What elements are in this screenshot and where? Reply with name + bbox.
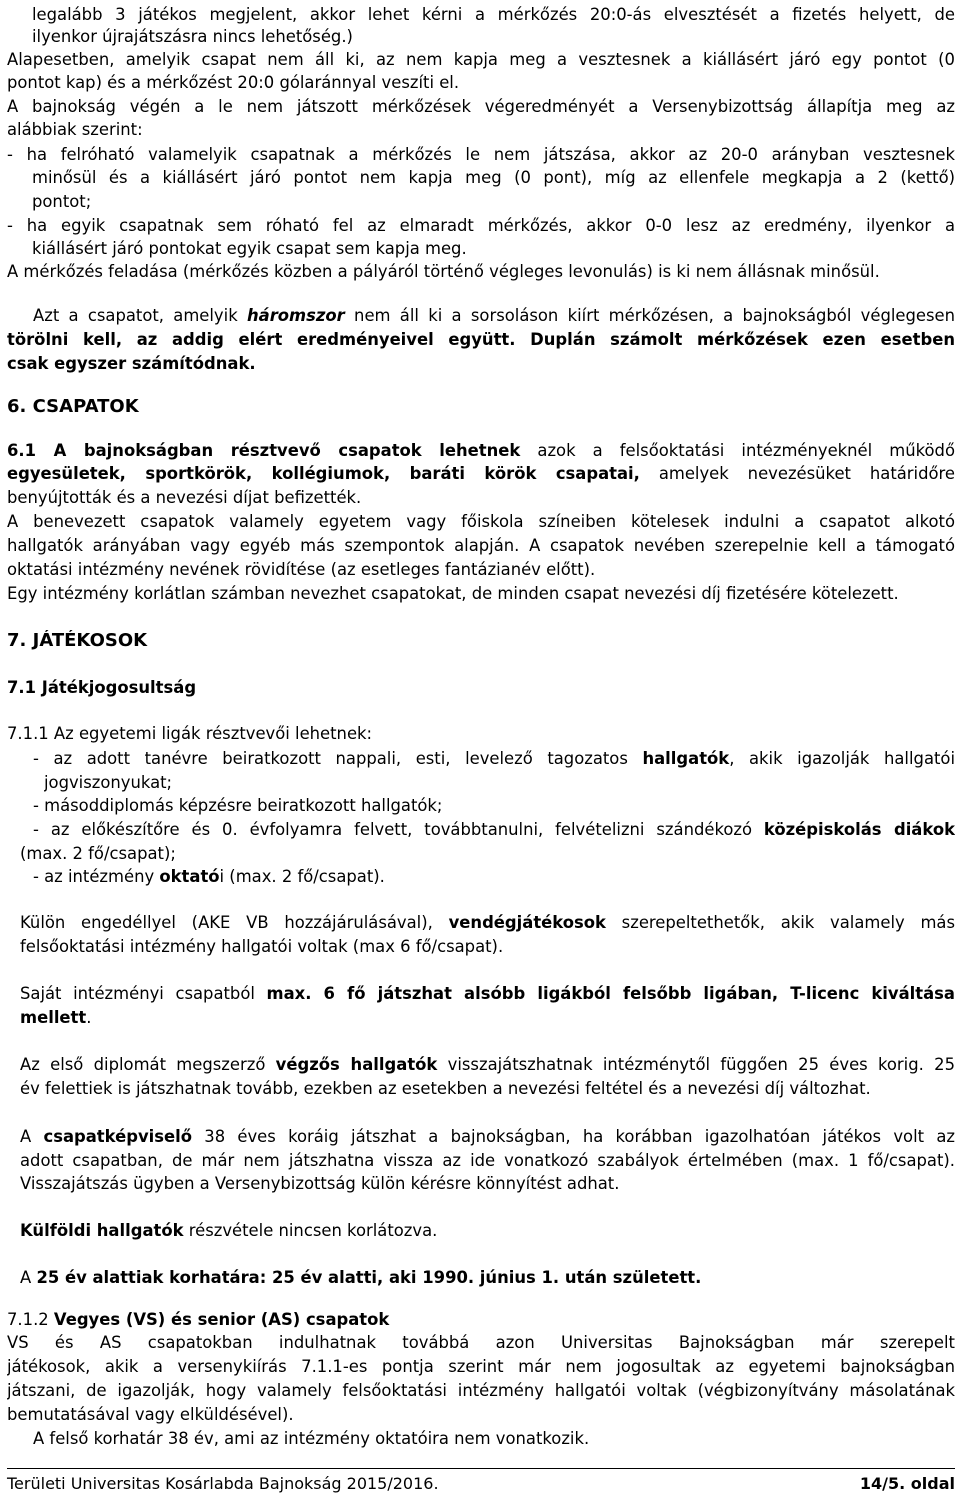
text-run: 38 éves koráig játszhat a bajnokságban, ha korábban igazolhatóan játékos volt az	[192, 1127, 955, 1146]
text-line	[7, 723, 955, 745]
text-run: A	[20, 1268, 37, 1287]
text-run: A mérkőzés feladása (mérkőzés közben a pályáról történő végleges levonulás) is ki nem állásnak minősül.	[7, 262, 880, 281]
text-run: középiskolás diákok	[763, 820, 955, 839]
text-line	[7, 1380, 955, 1402]
text-line	[7, 72, 955, 94]
text-line	[20, 983, 955, 1005]
text-run: i (max. 2 fő/csapat).	[219, 867, 385, 886]
text-run: visszajátszhatnak intézménytől függően 25 éves korig. 25	[437, 1055, 955, 1074]
footer-divider	[7, 1468, 955, 1469]
text-line	[7, 535, 955, 557]
text-run: - ha egyik csapatnak sem róható fel az elmaradt mérkőzés, akkor 0-0 lesz az eredmény, ilyenkor a	[7, 216, 955, 235]
text-line	[7, 1309, 955, 1331]
text-line	[7, 396, 955, 418]
text-run: Külön engedéllyel (AKE VB hozzájárulásával),	[20, 913, 449, 932]
text-run: ilyenkor újrajátszásra nincs lehetőség.)	[32, 27, 353, 46]
text-run: 7.1.1 Az egyetemi ligák résztvevői lehetnek:	[7, 724, 373, 743]
text-run: törölni kell, az addig elért eredményeivel együtt. Duplán számolt mérkőzések ezen esetben	[7, 330, 955, 349]
text-run: azok a felsőoktatási intézményeknél működő	[520, 441, 955, 460]
text-line	[32, 167, 955, 189]
text-line	[7, 261, 955, 283]
text-run: - ha felróható valamelyik csapatnak a mérkőzés le nem játszása, akkor az 20-0 arányban vesztesnek	[7, 145, 955, 164]
text-line	[7, 329, 955, 351]
text-run: pontot;	[32, 192, 92, 211]
footer-title: Területi Universitas Kosárlabda Bajnokság 2015/2016.	[7, 1474, 439, 1493]
text-line	[7, 511, 955, 533]
text-run: 7.1 Játékjogosultság	[7, 678, 197, 697]
text-line	[20, 1150, 955, 1172]
text-run: amelyek nevezésüket határidőre	[639, 464, 955, 483]
text-run: nem áll ki a sorsoláson kiírt mérkőzésen, a bajnokságból véglegesen	[344, 306, 955, 325]
text-run: - az intézmény	[33, 867, 160, 886]
text-line	[7, 144, 955, 166]
text-line	[20, 1007, 960, 1029]
text-run: Vegyes (VS) és senior (AS) csapatok	[53, 1310, 390, 1329]
text-run: .	[86, 1008, 92, 1027]
text-run: háromszor	[246, 306, 345, 325]
text-line	[7, 630, 955, 652]
text-run: - az adott tanévre beiratkozott nappali, esti, levelező tagozatos	[33, 749, 643, 768]
text-line	[20, 1173, 960, 1195]
text-run: csapatképviselő	[43, 1127, 193, 1146]
text-line	[32, 191, 960, 213]
text-line	[7, 487, 955, 509]
text-run: bemutatásával vagy elküldésével).	[7, 1405, 294, 1424]
text-line	[7, 1356, 955, 1378]
text-run: év felettiek is játszhatnak tovább, ezekben az esetekben a nevezési feltétel és a nevezési díj változhat.	[20, 1079, 871, 1098]
text-line	[7, 119, 955, 141]
text-run: A felső korhatár 38 év, ami az intézmény oktatóira nem vonatkozik.	[33, 1429, 590, 1448]
text-run: A	[20, 1127, 44, 1146]
text-run: 25 év alattiak korhatára: 25 év alatti, aki 1990. június 1. után született.	[36, 1268, 702, 1287]
text-line	[33, 795, 960, 817]
text-line	[7, 96, 955, 118]
text-run: 6. CSAPATOK	[7, 396, 139, 417]
text-line	[20, 843, 960, 865]
text-run: végzős hallgatók	[275, 1055, 438, 1074]
text-run: csak egyszer számítódnak.	[7, 354, 256, 373]
text-line	[20, 1126, 955, 1148]
text-run: oktató	[159, 867, 220, 886]
text-line	[33, 305, 955, 327]
page-number: 14/5. oldal	[859, 1474, 955, 1493]
text-line	[33, 866, 960, 888]
text-run: VS és AS csapatokban indulhatnak továbbá azon Universitas Bajnokságban már szerepelt	[7, 1333, 955, 1352]
text-line	[33, 819, 955, 841]
text-line	[33, 748, 955, 770]
text-run: legalább 3 játékos megjelent, akkor lehet kérni a mérkőzés 20:0-ás elvesztését a fizetés helyett, de	[32, 5, 955, 24]
text-line	[20, 912, 955, 934]
text-line	[33, 1428, 960, 1450]
text-run: jogviszonyukat;	[44, 773, 173, 792]
text-run: , akik igazolják hallgatói	[729, 749, 955, 768]
text-run: adott csapatban, de már nem játszhatna vissza az ide vonatkozó szabályok értelmében (max. 1 fő/csapat).	[20, 1151, 955, 1170]
text-run: szerepeltethetők, akik valamely más	[605, 913, 955, 932]
text-run: 6.1 A bajnokságban résztvevő csapatok lehetnek	[7, 441, 521, 460]
text-line	[20, 1267, 960, 1289]
text-run: pontot kap) és a mérkőzést 20:0 gólaránnyal veszíti el.	[7, 73, 460, 92]
text-run: játszani, de igazolják, hogy valamely felsőoktatási intézmény hallgatói voltak (végbizonyítvány másolatának	[7, 1381, 955, 1400]
text-run: kiállásért járó pontokat egyik csapat sem kapja meg.	[32, 239, 467, 258]
text-line	[7, 1332, 955, 1354]
text-line	[32, 26, 960, 48]
text-run: minősül és a kiállásért járó pontot nem kapja meg (0 pont), míg az ellenfele megkapja a 2 (kettő)	[32, 168, 955, 187]
text-run: 7.1.2	[7, 1310, 54, 1329]
text-run: max. 6 fő játszhat alsóbb ligákból felsőbb ligában, T-licenc kiváltása	[266, 984, 955, 1003]
text-line	[7, 463, 955, 485]
text-run: benyújtották és a nevezési díjat befizették.	[7, 488, 362, 507]
text-line	[7, 440, 955, 462]
text-run: játékosok, akik a versenykiírás 7.1.1-es pontja szerint már nem jogosultak az egyetemi bajnokságban	[7, 1357, 955, 1376]
text-line	[20, 1054, 955, 1076]
text-run: Visszajátszás ügyben a Versenybizottság külön kérésre könnyítést adhat.	[20, 1174, 620, 1193]
text-line	[20, 1220, 960, 1242]
text-run: egyesületek, sportkörök, kollégiumok, baráti körök csapatai,	[7, 464, 640, 483]
page-footer	[7, 1474, 955, 1494]
text-line	[7, 1404, 955, 1426]
text-run: hallgatók arányában vagy egyéb más szempontok alapján. A csapatok nevében szerepelnie kell a támogató	[7, 536, 955, 555]
text-run: részvétele nincsen korlátozva.	[183, 1221, 438, 1240]
text-line	[7, 49, 955, 71]
text-run: felsőoktatási intézmény hallgatói voltak (max 6 fő/csapat).	[20, 937, 504, 956]
text-run: alábbiak szerint:	[7, 120, 143, 139]
text-line	[44, 772, 960, 794]
text-run: mellett	[20, 1008, 87, 1027]
text-run: - másoddiplomás képzésre beiratkozott hallgatók;	[33, 796, 443, 815]
text-run: Alapesetben, amelyik csapat nem áll ki, az nem kapja meg a vesztesnek a kiállásért járó egy pontot (0	[7, 50, 955, 69]
text-line	[20, 936, 960, 958]
text-line	[7, 559, 955, 581]
text-line	[7, 583, 955, 605]
text-run: 7. JÁTÉKOSOK	[7, 630, 148, 651]
text-run: A benevezett csapatok valamely egyetem vagy főiskola színeiben kötelesek indulni a csapatot alkotó	[7, 512, 955, 531]
text-line	[7, 677, 955, 699]
text-run: oktatási intézmény nevének rövidítése (az esetleges fantázianév előtt).	[7, 560, 596, 579]
text-run: Az első diplomát megszerző	[20, 1055, 276, 1074]
text-run: (max. 2 fő/csapat);	[20, 844, 176, 863]
text-run: Külföldi hallgatók	[20, 1221, 184, 1240]
text-run: A bajnokság végén a le nem játszott mérkőzések végeredményét a Versenybizottság állapítja meg az	[7, 97, 955, 116]
text-run: vendégjátékosok	[448, 913, 606, 932]
text-run: Egy intézmény korlátlan számban nevezhet csapatokat, de minden csapat nevezési díj fizetésére kötelezett.	[7, 584, 899, 603]
text-line	[32, 4, 955, 26]
text-run: Azt a csapatot, amelyik	[33, 306, 247, 325]
text-run: hallgatók	[642, 749, 730, 768]
text-line	[7, 353, 955, 375]
text-run: - az előkészítőre és 0. évfolyamra felvett, továbbtanulni, felvételizni szándékozó	[33, 820, 764, 839]
text-run: Saját intézményi csapatból	[20, 984, 267, 1003]
text-line	[7, 215, 955, 237]
text-line	[20, 1078, 960, 1100]
text-line	[32, 238, 960, 260]
